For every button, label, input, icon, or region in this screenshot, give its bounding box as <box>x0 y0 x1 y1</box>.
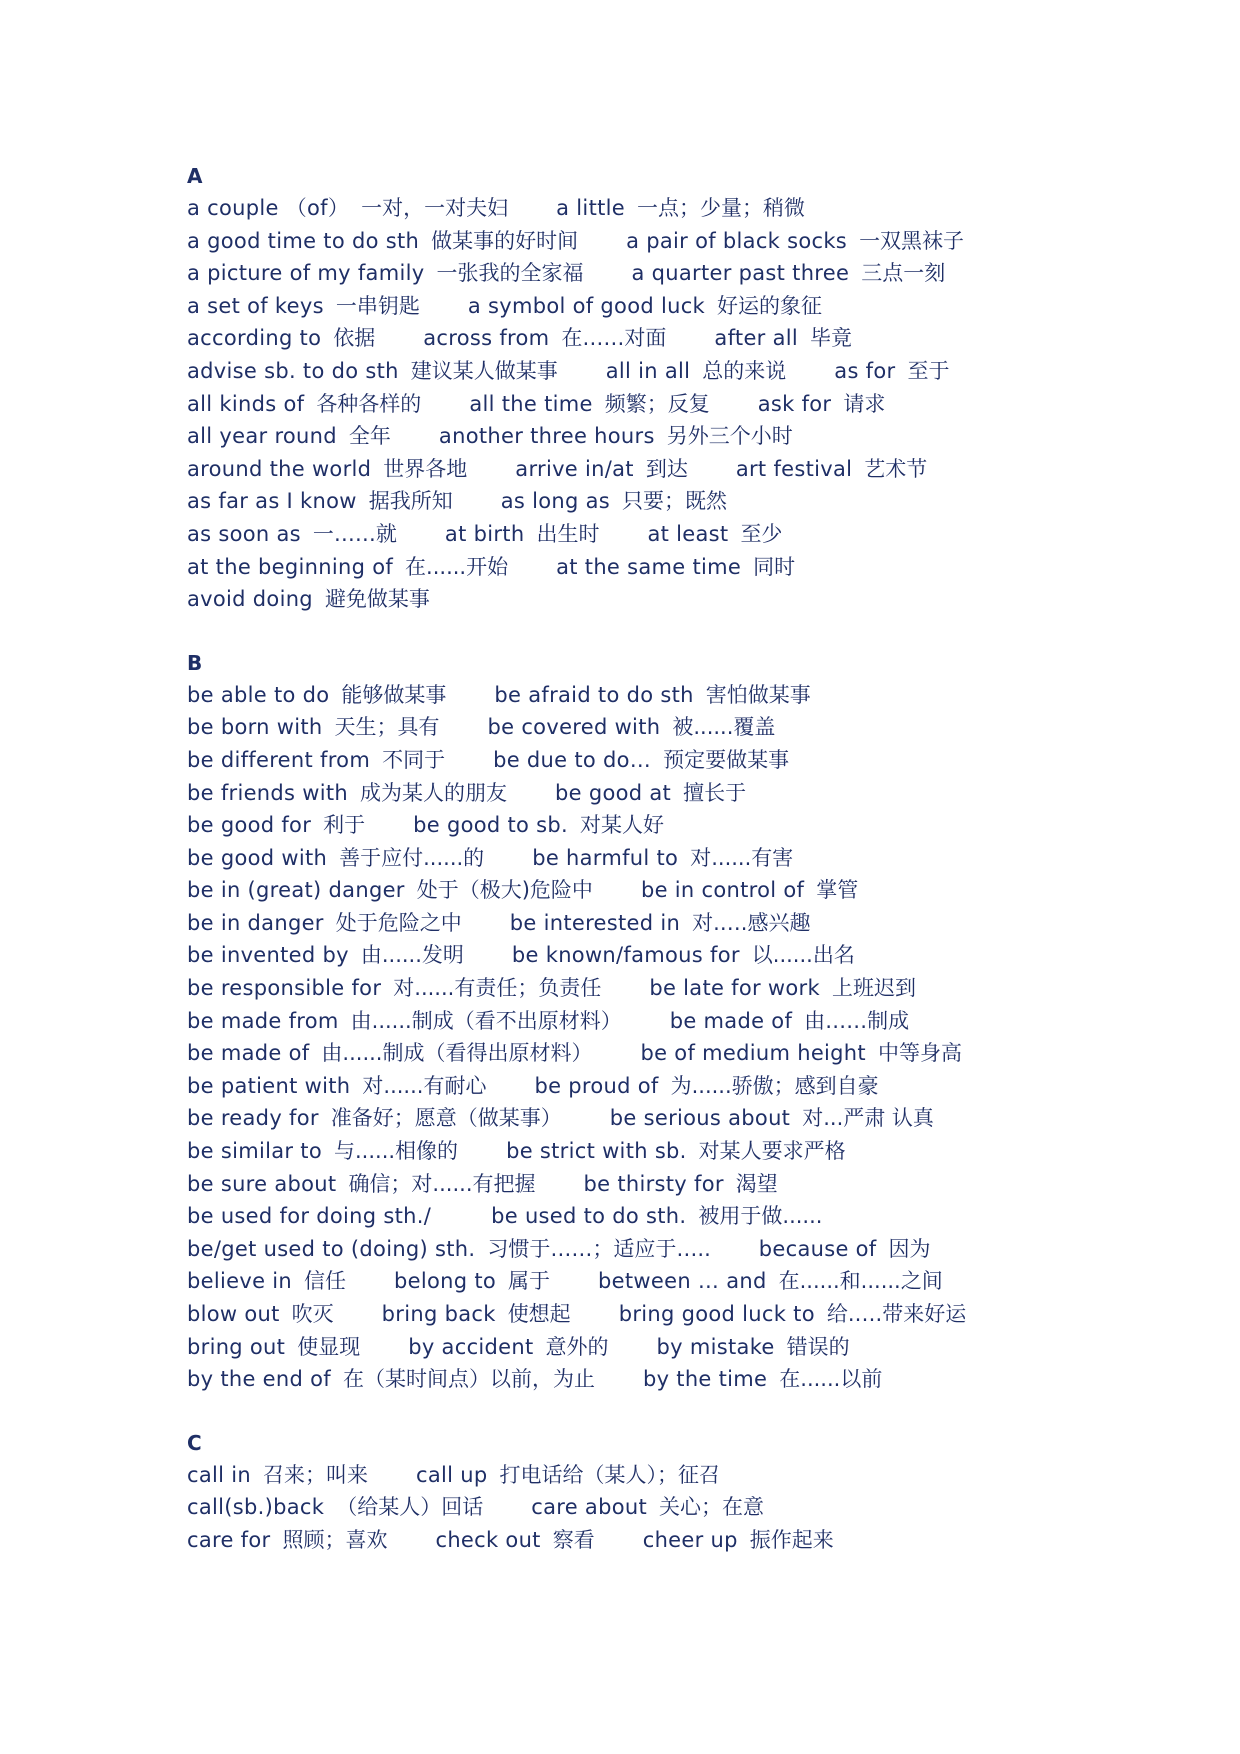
english-phrase: care for <box>187 1527 271 1552</box>
english-phrase: because of <box>758 1236 877 1261</box>
english-phrase: a good time to do sth <box>187 228 420 253</box>
english-phrase: at birth <box>444 521 525 546</box>
chinese-meaning: 依据 <box>333 326 376 351</box>
chinese-meaning: 渴望 <box>735 1171 778 1196</box>
chinese-meaning: 给.….带来好运 <box>826 1302 967 1326</box>
phrase-entry <box>619 1302 967 1326</box>
chinese-meaning: 害怕做某事 <box>705 682 811 707</box>
phrase-entry <box>736 457 927 481</box>
english-phrase: advise sb. to do sth <box>187 358 399 383</box>
chinese-meaning: 一串钥匙 <box>335 293 420 318</box>
phrase-entry <box>416 1463 720 1487</box>
phrase-entry <box>187 1237 711 1261</box>
section-b <box>187 647 1187 1396</box>
chinese-meaning: 到达 <box>645 456 688 481</box>
chinese-meaning: 对某人要求严格 <box>698 1139 846 1164</box>
chinese-meaning: 在......以前 <box>779 1367 883 1392</box>
section-letter-heading: A <box>187 164 203 188</box>
phrase-entry <box>187 587 430 611</box>
english-phrase: between … and <box>598 1269 767 1294</box>
english-phrase: be used for doing sth./ <box>187 1204 432 1229</box>
english-phrase: all year round <box>187 424 337 449</box>
chinese-meaning: 好运的象征 <box>717 293 822 318</box>
english-phrase: be good at <box>555 780 672 805</box>
phrase-line <box>187 1265 1187 1298</box>
english-phrase: be serious about <box>609 1106 791 1131</box>
phrase-entry <box>714 326 852 350</box>
english-phrase: be born with <box>187 715 323 740</box>
english-phrase: be made of <box>187 1041 310 1066</box>
english-phrase: be invented by <box>187 943 349 968</box>
english-phrase: across from <box>423 326 550 351</box>
section-c <box>187 1427 1187 1557</box>
english-phrase: call in <box>187 1462 252 1487</box>
chinese-meaning: 错误的 <box>786 1334 850 1359</box>
english-phrase: by mistake <box>656 1334 775 1359</box>
phrase-entry <box>501 489 727 513</box>
phrase-entry <box>556 196 805 220</box>
english-phrase: as far as I know <box>187 489 357 514</box>
english-phrase: avoid doing <box>187 587 313 612</box>
chinese-meaning: 全年 <box>348 424 391 449</box>
phrase-entry <box>534 1074 878 1098</box>
english-phrase: be afraid to do sth <box>494 682 694 707</box>
phrase-entry <box>187 457 467 481</box>
chinese-meaning: 只要；既然 <box>622 489 727 514</box>
phrase-entry <box>187 522 397 546</box>
phrase-entry <box>510 911 811 935</box>
english-phrase: belong to <box>394 1269 497 1294</box>
english-phrase: bring out <box>187 1334 286 1359</box>
english-phrase: be covered with <box>487 715 661 740</box>
english-phrase: be in (great) danger <box>187 878 405 903</box>
phrase-line <box>187 1331 1187 1364</box>
english-phrase: believe in <box>187 1269 293 1294</box>
phrase-entry <box>394 1269 550 1293</box>
english-phrase: according to <box>187 326 322 351</box>
chinese-meaning: 对......有耐心 <box>362 1073 487 1098</box>
phrase-entry <box>584 1172 778 1196</box>
chinese-meaning: 频繁；反复 <box>604 391 710 416</box>
english-phrase: at the same time <box>556 554 742 579</box>
chinese-meaning: 同时 <box>753 554 796 579</box>
phrase-line <box>187 842 1187 875</box>
phrase-entry <box>187 489 453 513</box>
chinese-meaning: 至于 <box>907 358 950 383</box>
english-phrase: be strict with sb. <box>506 1139 687 1164</box>
chinese-meaning: 关心；在意 <box>659 1495 765 1520</box>
chinese-meaning: 被用于做...... <box>698 1204 823 1229</box>
chinese-meaning: 使显现 <box>297 1334 361 1359</box>
chinese-meaning: 预定要做某事 <box>663 747 790 772</box>
phrase-entry <box>491 1204 822 1228</box>
chinese-meaning: 在……对面 <box>561 326 667 351</box>
english-phrase: be in danger <box>187 910 324 935</box>
phrase-entry <box>435 1528 594 1552</box>
english-phrase: be in control of <box>640 878 805 903</box>
chinese-meaning: 照顾；喜欢 <box>282 1527 388 1552</box>
english-phrase: bring good luck to <box>618 1302 815 1326</box>
chinese-meaning: 一点；少量；稍微 <box>637 196 805 220</box>
english-phrase: call up <box>416 1462 488 1487</box>
english-phrase: be patient with <box>187 1073 351 1098</box>
english-phrase: be different from <box>187 747 371 772</box>
phrase-line <box>187 907 1187 940</box>
english-phrase: a symbol of good luck <box>467 293 705 318</box>
phrase-entry <box>187 1269 346 1293</box>
chinese-meaning: 出生时 <box>536 521 600 546</box>
phrase-entry <box>187 1009 622 1033</box>
chinese-meaning: 善于应付......的 <box>339 845 485 870</box>
phrase-entry <box>640 1041 961 1065</box>
phrase-entry <box>759 1237 931 1261</box>
phrase-line <box>187 1005 1187 1038</box>
phrase-entry <box>512 943 855 967</box>
english-phrase: a set of keys <box>187 293 324 318</box>
english-phrase: as for <box>834 358 896 383</box>
english-phrase: be thirsty for <box>583 1171 724 1196</box>
phrase-line <box>187 192 1187 225</box>
chinese-meaning: 为......骄傲；感到自豪 <box>670 1073 879 1098</box>
phrase-entry <box>626 229 964 253</box>
chinese-meaning: 总的来说 <box>702 358 787 383</box>
chinese-meaning: 建议某人做某事 <box>410 358 558 383</box>
phrase-entry <box>187 555 508 579</box>
chinese-meaning: 察看 <box>552 1527 595 1552</box>
phrase-entry <box>606 359 787 383</box>
chinese-meaning: 属于 <box>508 1269 551 1294</box>
phrase-entry <box>610 1106 934 1130</box>
phrase-line <box>187 1168 1187 1201</box>
chinese-meaning: 不同于 <box>382 747 446 772</box>
phrase-entry <box>834 359 949 383</box>
chinese-meaning: 召来；叫来 <box>263 1462 369 1487</box>
phrase-line <box>187 257 1187 290</box>
chinese-meaning: 天生；具有 <box>334 715 440 740</box>
english-phrase: be harmful to <box>532 845 679 870</box>
chinese-meaning: 据我所知 <box>368 489 453 514</box>
english-phrase: be due to do… <box>493 747 652 772</box>
phrase-entry <box>187 196 508 220</box>
english-phrase: by accident <box>408 1334 534 1359</box>
phrase-entry <box>187 683 446 707</box>
phrase-entry <box>515 457 688 481</box>
phrase-line <box>187 485 1187 518</box>
chinese-meaning: （给某人）回话 <box>336 1495 484 1520</box>
chinese-meaning: 以......出名 <box>751 943 855 968</box>
phrase-entry <box>641 878 858 902</box>
phrase-entry <box>382 1302 571 1326</box>
chinese-meaning: 成为某人的朋友 <box>360 780 508 805</box>
chinese-meaning: 打电话给（某人）；征召 <box>499 1462 721 1487</box>
chinese-meaning: 振作起来 <box>749 1527 834 1552</box>
chinese-meaning: 在（某时间点）以前，为止 <box>342 1367 595 1392</box>
english-phrase: blow out <box>187 1302 280 1326</box>
phrase-entry <box>494 683 810 707</box>
phrase-entry <box>187 1139 458 1163</box>
phrase-entry <box>758 392 886 416</box>
phrase-entry <box>187 1335 360 1359</box>
english-phrase: be similar to <box>187 1139 322 1164</box>
chinese-meaning: 习惯于……；适应于….. <box>487 1236 711 1261</box>
chinese-meaning: 吹灭 <box>291 1302 334 1326</box>
english-phrase: be made of <box>669 1008 793 1033</box>
chinese-meaning: 准备好；愿意（做某事） <box>330 1106 562 1131</box>
phrase-entry <box>187 326 375 350</box>
phrase-line <box>187 972 1187 1005</box>
english-phrase: a couple （of） <box>187 196 350 220</box>
english-phrase: as long as <box>500 489 610 514</box>
english-phrase: all the time <box>469 391 593 416</box>
phrase-entry <box>556 555 795 579</box>
chinese-meaning: 做某事的好时间 <box>431 228 579 253</box>
phrase-line <box>187 1102 1187 1135</box>
phrase-line <box>187 583 1187 616</box>
chinese-meaning: 各种各样的 <box>316 391 422 416</box>
phrase-line <box>187 420 1187 453</box>
phrase-entry <box>187 1204 443 1228</box>
phrase-line <box>187 711 1187 744</box>
phrase-line <box>187 388 1187 421</box>
phrase-line <box>187 453 1187 486</box>
phrase-line <box>187 679 1187 712</box>
english-phrase: be made from <box>187 1008 339 1033</box>
english-phrase: all kinds of <box>187 391 305 416</box>
phrase-line <box>187 322 1187 355</box>
english-phrase: care about <box>531 1495 648 1520</box>
chinese-meaning: 一张我的全家福 <box>436 261 584 286</box>
english-phrase: another three hours <box>438 424 655 449</box>
phrase-line <box>187 1363 1187 1396</box>
english-phrase: be responsible for <box>187 976 382 1001</box>
phrase-entry <box>423 326 666 350</box>
english-phrase: as soon as <box>187 521 301 546</box>
chinese-meaning: 与......相像的 <box>334 1139 459 1164</box>
english-phrase: be of medium height <box>640 1041 866 1066</box>
chinese-meaning: 处于（极大)危险中 <box>416 878 593 903</box>
chinese-meaning: 由......制成（看得出原材料） <box>321 1041 593 1066</box>
phrase-line <box>187 777 1187 810</box>
phrase-line <box>187 225 1187 258</box>
phrase-entry <box>187 943 464 967</box>
chinese-meaning: 世界各地 <box>383 456 468 481</box>
chinese-meaning: 对......有害 <box>690 845 794 870</box>
chinese-meaning: 请求 <box>843 391 886 416</box>
phrase-entry <box>187 878 593 902</box>
phrase-entry <box>445 522 600 546</box>
chinese-meaning: 擅长于 <box>683 780 747 805</box>
english-phrase: be good for <box>187 813 312 838</box>
phrase-entry <box>413 813 664 837</box>
chinese-meaning: 对......有责任；负责任 <box>393 976 602 1001</box>
phrase-entry <box>469 392 709 416</box>
phrase-entry <box>187 715 440 739</box>
phrase-entry <box>647 522 782 546</box>
chinese-meaning: 在......和......之间 <box>778 1269 943 1294</box>
phrase-line <box>187 1459 1187 1492</box>
phrase-entry <box>187 813 365 837</box>
english-phrase: be good to sb. <box>413 813 569 838</box>
chinese-meaning: 利于 <box>323 813 366 838</box>
phrase-line <box>187 518 1187 551</box>
phrase-line <box>187 1037 1187 1070</box>
phrase-line <box>187 939 1187 972</box>
phrase-entry <box>493 748 789 772</box>
chinese-meaning: 上班迟到 <box>831 976 916 1001</box>
phrase-entry <box>643 1528 834 1552</box>
phrase-entry <box>187 424 391 448</box>
english-phrase: around the world <box>187 456 372 481</box>
english-phrase: be good with <box>187 845 328 870</box>
chinese-meaning: 意外的 <box>545 1334 609 1359</box>
chinese-meaning: 一双黑袜子 <box>859 228 965 253</box>
chinese-meaning: 对...严肃 认真 <box>802 1106 934 1131</box>
english-phrase: be known/famous for <box>511 943 740 968</box>
english-phrase: be sure about <box>187 1171 337 1196</box>
english-phrase: be friends with <box>187 780 349 805</box>
chinese-meaning: 艺术节 <box>864 456 928 481</box>
chinese-meaning: 掌管 <box>816 878 859 903</box>
phrase-line <box>187 744 1187 777</box>
english-phrase: at the beginning of <box>187 554 394 579</box>
phrase-line <box>187 1135 1187 1168</box>
chinese-meaning: 一……就 <box>312 521 397 546</box>
phrase-entry <box>187 294 420 318</box>
english-phrase: check out <box>435 1527 541 1552</box>
phrase-line <box>187 874 1187 907</box>
phrase-entry <box>187 392 421 416</box>
phrase-entry <box>488 715 776 739</box>
english-phrase: a little <box>556 196 625 220</box>
phrase-entry <box>187 359 558 383</box>
phrase-entry <box>643 1367 882 1391</box>
phrase-entry <box>531 1495 764 1519</box>
english-phrase: be/get used to (doing) sth. <box>187 1236 476 1261</box>
english-phrase: after all <box>714 326 799 351</box>
phrase-entry <box>187 1463 368 1487</box>
phrase-entry <box>187 1074 486 1098</box>
phrase-entry <box>555 781 746 805</box>
phrase-line <box>187 551 1187 584</box>
chinese-meaning: 由......发明 <box>360 943 464 968</box>
chinese-meaning: 被......覆盖 <box>672 715 776 740</box>
phrase-entry <box>187 1172 536 1196</box>
phrase-line <box>187 1491 1187 1524</box>
phrase-entry <box>187 261 583 285</box>
chinese-meaning: 确信；对......有把握 <box>348 1171 536 1196</box>
phrase-line <box>187 1233 1187 1266</box>
chinese-meaning: 对某人好 <box>580 813 665 838</box>
sections-container <box>187 160 1187 1557</box>
phrase-entry <box>187 1302 334 1326</box>
phrase-entry <box>187 1495 483 1519</box>
phrase-line <box>187 355 1187 388</box>
chinese-meaning: 对.….感兴趣 <box>692 910 811 935</box>
english-phrase: bring back <box>381 1302 496 1326</box>
phrase-entry <box>187 748 445 772</box>
chinese-meaning: 毕竟 <box>810 326 853 351</box>
phrase-line <box>187 1200 1187 1233</box>
phrase-line <box>187 809 1187 842</box>
phrase-entry <box>670 1009 909 1033</box>
chinese-meaning: 三点一刻 <box>861 261 946 286</box>
phrase-line <box>187 1070 1187 1103</box>
english-phrase: a pair of black socks <box>626 228 848 253</box>
chinese-meaning: 信任 <box>304 1269 347 1294</box>
english-phrase: arrive in/at <box>515 456 634 481</box>
english-phrase: a quarter past three <box>631 261 850 286</box>
phrase-entry <box>598 1269 943 1293</box>
english-phrase: at least <box>647 521 729 546</box>
chinese-meaning: 因为 <box>888 1236 931 1261</box>
phrase-entry <box>187 1367 595 1391</box>
phrase-line <box>187 1524 1187 1557</box>
phrase-entry <box>439 424 793 448</box>
section-a <box>187 160 1187 616</box>
english-phrase: art festival <box>735 456 853 481</box>
english-phrase: a picture of my family <box>187 261 425 286</box>
phrase-entry <box>657 1335 850 1359</box>
phrase-entry <box>187 911 462 935</box>
english-phrase: by the time <box>642 1367 768 1392</box>
section-letter-heading: C <box>187 1430 202 1455</box>
phrase-line <box>187 1298 1187 1331</box>
chinese-meaning: 一对，一对夫妇 <box>361 196 509 220</box>
chinese-meaning: 使想起 <box>507 1302 571 1326</box>
phrase-entry <box>187 1106 562 1130</box>
english-phrase: be ready for <box>187 1106 319 1131</box>
phrase-entry <box>187 1041 592 1065</box>
phrase-entry <box>187 976 601 1000</box>
chinese-meaning: 在......开始 <box>405 554 509 579</box>
phrase-entry <box>532 846 793 870</box>
phrase-entry <box>187 229 578 253</box>
english-phrase: by the end of <box>187 1367 331 1392</box>
phrase-entry <box>631 261 945 285</box>
vocabulary-page <box>187 160 1187 1588</box>
chinese-meaning: 避免做某事 <box>324 587 430 612</box>
phrase-entry <box>468 294 822 318</box>
phrase-line <box>187 290 1187 323</box>
chinese-meaning: 另外三个小时 <box>666 424 793 449</box>
phrase-entry <box>187 781 507 805</box>
chinese-meaning: 由……制成 <box>804 1008 910 1033</box>
chinese-meaning: 中等身高 <box>877 1041 962 1066</box>
english-phrase: be used to do sth. <box>491 1204 687 1229</box>
phrase-entry <box>649 976 916 1000</box>
chinese-meaning: 能够做某事 <box>341 682 447 707</box>
english-phrase: call(sb.)back <box>187 1495 325 1520</box>
english-phrase: be interested in <box>509 910 681 935</box>
phrase-entry <box>187 846 484 870</box>
chinese-meaning: 至少 <box>740 521 783 546</box>
english-phrase: ask for <box>757 391 832 416</box>
phrase-entry <box>187 1528 387 1552</box>
chinese-meaning: 由......制成（看不出原材料） <box>350 1008 622 1033</box>
section-letter-heading: B <box>187 650 203 675</box>
english-phrase: be able to do <box>187 682 330 707</box>
english-phrase: all in all <box>605 358 691 383</box>
english-phrase: cheer up <box>642 1527 738 1552</box>
english-phrase: be proud of <box>534 1073 659 1098</box>
english-phrase: be late for work <box>649 976 820 1001</box>
phrase-entry <box>506 1139 846 1163</box>
phrase-entry <box>408 1335 608 1359</box>
chinese-meaning: 处于危险之中 <box>335 910 462 935</box>
